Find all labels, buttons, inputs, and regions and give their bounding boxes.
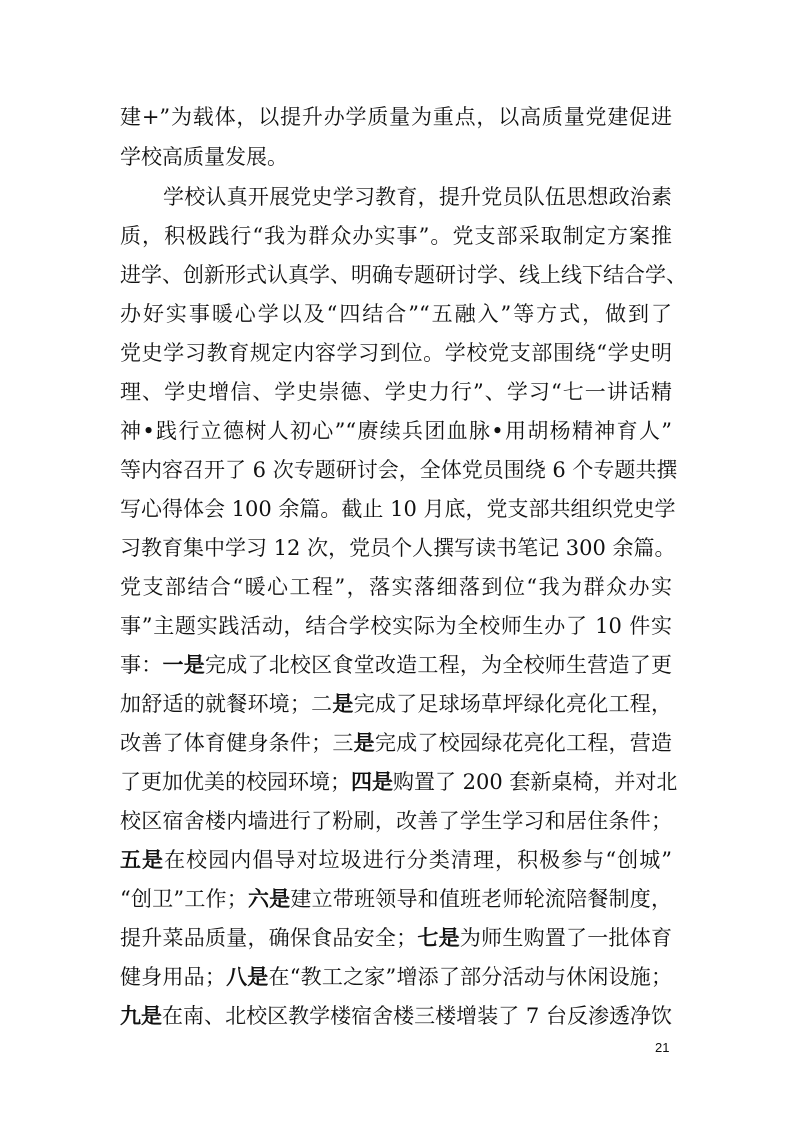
bold-run: 六是 [247,886,291,911]
text-line [120,684,672,724]
text-run: 理、学史增信、学史崇德、学史力行”、学习“七一讲话精 [120,380,672,404]
text-run: 写心得体会 100 余篇。截止 10 月底，党支部共组织党史学 [120,497,676,521]
bold-run: 七是 [417,925,460,950]
text-line [120,567,672,607]
text-line [120,840,672,880]
text-line [120,489,676,529]
text-line [120,450,678,490]
text-run: 为师生购置了一批体育 [459,926,673,950]
text-line [120,372,672,412]
bold-run: 一是 [162,652,205,677]
text-run: “创卫”工作； [120,887,248,911]
text-run: 完成了校园绿花亮化工程，营造 [374,731,673,755]
paragraph-first-line [163,177,672,217]
text-run: 等内容召开了 6 次专题研讨会，全体党员围绕 6 个专题共撰 [120,458,678,482]
text-line [120,333,672,373]
text-line [120,801,672,841]
text-line [120,294,672,334]
text-run: 质，积极践行“我为群众办实事”。党支部采取制定方案推 [120,224,672,248]
text-run: 学校认真开展党史学习教育，提升党员队伍思想政治素 [163,185,672,209]
text-run: 购置了 200 套新桌椅，并对北 [393,770,678,794]
bold-run: 是 [332,691,354,716]
bold-run: 四是 [351,769,393,794]
text-run: 在“教工之家”增添了部分活动与休闲设施； [268,965,673,989]
text-run: 习教育集中学习 12 次，党员个人撰写读书笔记 300 余篇。 [120,536,676,560]
bold-run: 八是 [225,964,269,989]
text-line [120,957,672,997]
text-line [120,645,672,685]
text-run: 建立带班领导和值班老师轮流陪餐制度， [290,887,672,911]
text-run: 提升菜品质量，确保食品安全； [120,926,418,950]
text-run: 加舒适的就餐环境；二 [120,692,333,716]
text-run: 党史学习教育规定内容学习到位。学校党支部围绕“学史明 [120,341,672,365]
text-line [120,97,672,137]
text-line [120,879,672,919]
text-line [120,137,672,177]
text-line [120,606,672,646]
bold-run: 五是 [120,847,165,872]
text-run: 神•践行立德树人初心”“赓续兵团血脉•用胡杨精神育人” [120,419,672,443]
text-run: 健身用品； [120,965,226,989]
text-run: 进学、创新形式认真学、明确专题研讨学、线上线下结合学、 [120,263,687,287]
text-run: 完成了北校区食堂改造工程，为全校师生营造了更 [204,653,673,677]
text-run: 在南、北校区教学楼宿舍楼三楼增装了 7 台反渗透净饮 [162,1004,673,1028]
text-line [120,996,672,1036]
text-run: 校区宿舍楼内墙进行了粉刷，改善了学生学习和居住条件； [120,809,672,833]
text-run: 改善了体育健身条件；三 [120,731,354,755]
text-run: 学校高质量发展。 [120,145,288,169]
text-run: 在校园内倡导对垃圾进行分类清理，积极参与“创城” [164,848,672,872]
text-line [120,216,672,256]
text-run: 事： [120,653,163,677]
text-line [120,723,672,763]
text-run: 事”主题实践活动，结合学校实际为全校师生办了 10 件实 [120,614,672,638]
page-number: 21 [655,1040,670,1055]
text-line [120,762,678,802]
text-run: 党支部结合“暖心工程”，落实落细落到位“我为群众办实 [120,575,672,599]
text-line [120,255,687,295]
text-run: 了更加优美的校园环境； [120,770,351,794]
bold-run: 是 [353,730,375,755]
text-line [120,528,676,568]
text-line [120,918,672,958]
bold-run: 九是 [120,1003,163,1028]
text-run: 办好实事暖心学以及“四结合”“五融入”等方式，做到了 [120,302,672,326]
text-run: 完成了足球场草坪绿化亮化工程， [353,692,673,716]
text-run: 建+”为载体，以提升办学质量为重点，以高质量党建促进 [120,105,672,129]
text-line [120,411,672,451]
